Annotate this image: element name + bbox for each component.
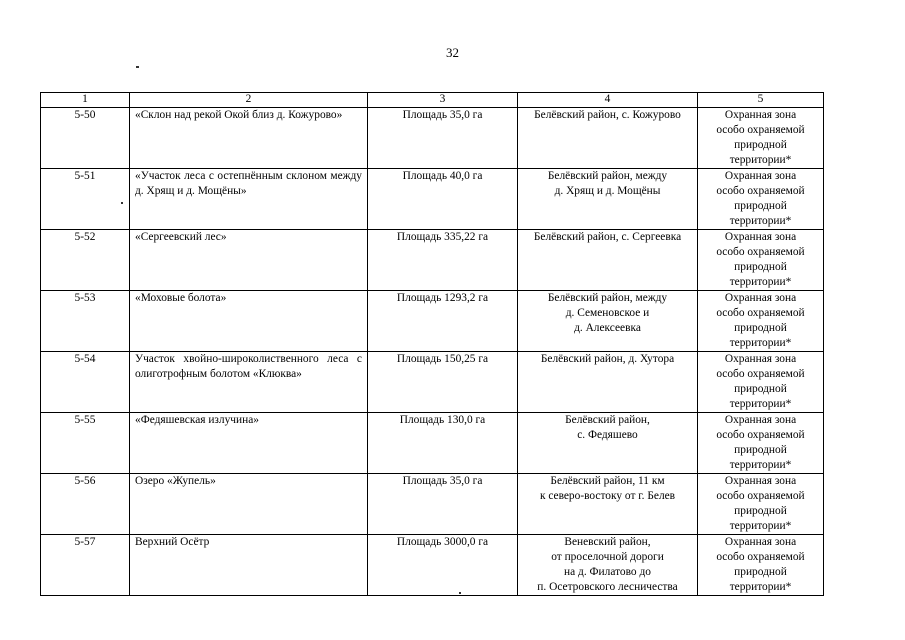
zone-line: особо охраняемой (716, 246, 805, 258)
zone-line: Охранная зона (724, 353, 797, 365)
zone-line: территории* (729, 154, 792, 166)
header-col-3: 3 (368, 93, 518, 108)
table-body (41, 108, 824, 596)
location-line: Белёвский район, д. Хутора (540, 353, 675, 365)
zone-line: территории* (729, 276, 792, 288)
zone-line: особо охраняемой (716, 307, 805, 319)
zone-type (698, 352, 824, 413)
area-size: Площадь 150,25 га (368, 352, 518, 413)
area-location (518, 413, 698, 474)
area-location (518, 230, 698, 291)
location-line: д. Семеновское и (565, 307, 650, 319)
area-location (518, 535, 698, 596)
table-header (41, 93, 824, 108)
zone-line: природной (734, 139, 787, 151)
location-line: Белёвский район, (565, 414, 650, 426)
zone-line: Охранная зона (724, 475, 797, 487)
zone-type (698, 108, 824, 169)
location-line: на д. Филатово до (564, 566, 651, 578)
zone-line: природной (734, 322, 787, 334)
area-size: Площадь 35,0 га (368, 108, 518, 169)
location-line: от проселочной дороги (551, 551, 664, 563)
scan-speck (136, 66, 139, 68)
page-number: 32 (446, 45, 459, 60)
area-size: Площадь 335,22 га (368, 230, 518, 291)
table-row (41, 291, 824, 352)
zone-line: особо охраняемой (716, 124, 805, 136)
area-name: «Склон над рекой Окой близ д. Кожурово» (130, 108, 368, 169)
zone-line: Охранная зона (724, 109, 797, 121)
zone-line: природной (734, 505, 787, 517)
location-line: Белёвский район, с. Сергеевка (533, 231, 682, 243)
table-row (41, 169, 824, 230)
area-name: «Участок леса с остепнённым склоном между д. Хрящ и д. Мощёны» (130, 169, 368, 230)
zone-line: особо охраняемой (716, 551, 805, 563)
zone-line: территории* (729, 581, 792, 593)
zone-line: Охранная зона (724, 170, 797, 182)
location-line: с. Федяшево (577, 429, 638, 441)
location-line: д. Алексеевка (574, 322, 641, 334)
zone-line: особо охраняемой (716, 490, 805, 502)
row-number: 5-53 (41, 291, 130, 352)
area-name: Участок хвойно-широколиственного леса с олиготрофным болотом «Клюква» (130, 352, 368, 413)
row-number: 5-50 (41, 108, 130, 169)
zone-type (698, 474, 824, 535)
zone-line: территории* (729, 398, 792, 410)
zone-line: Охранная зона (724, 292, 797, 304)
zone-line: природной (734, 383, 787, 395)
table-row (41, 352, 824, 413)
zone-line: особо охраняемой (716, 368, 805, 380)
zone-line: особо охраняемой (716, 429, 805, 441)
location-line: Веневский район, (564, 536, 651, 548)
table-row (41, 108, 824, 169)
area-name: «Моховые болота» (130, 291, 368, 352)
zone-line: территории* (729, 459, 792, 471)
protected-areas-table (40, 92, 824, 596)
row-number: 5-51 (41, 169, 130, 230)
zone-type (698, 291, 824, 352)
area-location (518, 169, 698, 230)
row-number: 5-55 (41, 413, 130, 474)
header-col-1: 1 (41, 93, 130, 108)
zone-line: территории* (729, 215, 792, 227)
table-row (41, 474, 824, 535)
header-col-2: 2 (130, 93, 368, 108)
zone-line: природной (734, 200, 787, 212)
zone-line: природной (734, 566, 787, 578)
zone-line: территории* (729, 337, 792, 349)
area-size: Площадь 35,0 га (368, 474, 518, 535)
table-row (41, 230, 824, 291)
location-line: п. Осетровского лесничества (537, 581, 678, 593)
area-location (518, 474, 698, 535)
header-col-4: 4 (518, 93, 698, 108)
zone-type (698, 535, 824, 596)
area-location (518, 291, 698, 352)
location-line: д. Хрящ и д. Мощёны (554, 185, 661, 197)
table-row (41, 413, 824, 474)
zone-line: природной (734, 261, 787, 273)
row-number: 5-54 (41, 352, 130, 413)
zone-line: Охранная зона (724, 414, 797, 426)
zone-type (698, 169, 824, 230)
location-line: к северо-востоку от г. Белев (539, 490, 676, 502)
row-number: 5-56 (41, 474, 130, 535)
area-location (518, 108, 698, 169)
area-name: «Сергеевский лес» (130, 230, 368, 291)
area-name: Верхний Осётр (130, 535, 368, 596)
area-name: «Федяшевская излучина» (130, 413, 368, 474)
zone-type (698, 230, 824, 291)
area-size: Площадь 3000,0 га (368, 535, 518, 596)
area-size: Площадь 40,0 га (368, 169, 518, 230)
row-number: 5-57 (41, 535, 130, 596)
area-size: Площадь 130,0 га (368, 413, 518, 474)
zone-line: территории* (729, 520, 792, 532)
row-number: 5-52 (41, 230, 130, 291)
zone-line: природной (734, 444, 787, 456)
zone-type (698, 413, 824, 474)
location-line: Белёвский район, между (547, 292, 668, 304)
zone-line: особо охраняемой (716, 185, 805, 197)
header-row (41, 93, 824, 108)
table-row (41, 535, 824, 596)
area-location (518, 352, 698, 413)
zone-line: Охранная зона (724, 231, 797, 243)
location-line: Белёвский район, между (547, 170, 668, 182)
header-col-5: 5 (698, 93, 824, 108)
zone-line: Охранная зона (724, 536, 797, 548)
area-name: Озеро «Жупель» (130, 474, 368, 535)
area-size: Площадь 1293,2 га (368, 291, 518, 352)
location-line: Белёвский район, 11 км (550, 475, 665, 487)
location-line: Белёвский район, с. Кожурово (534, 109, 681, 121)
